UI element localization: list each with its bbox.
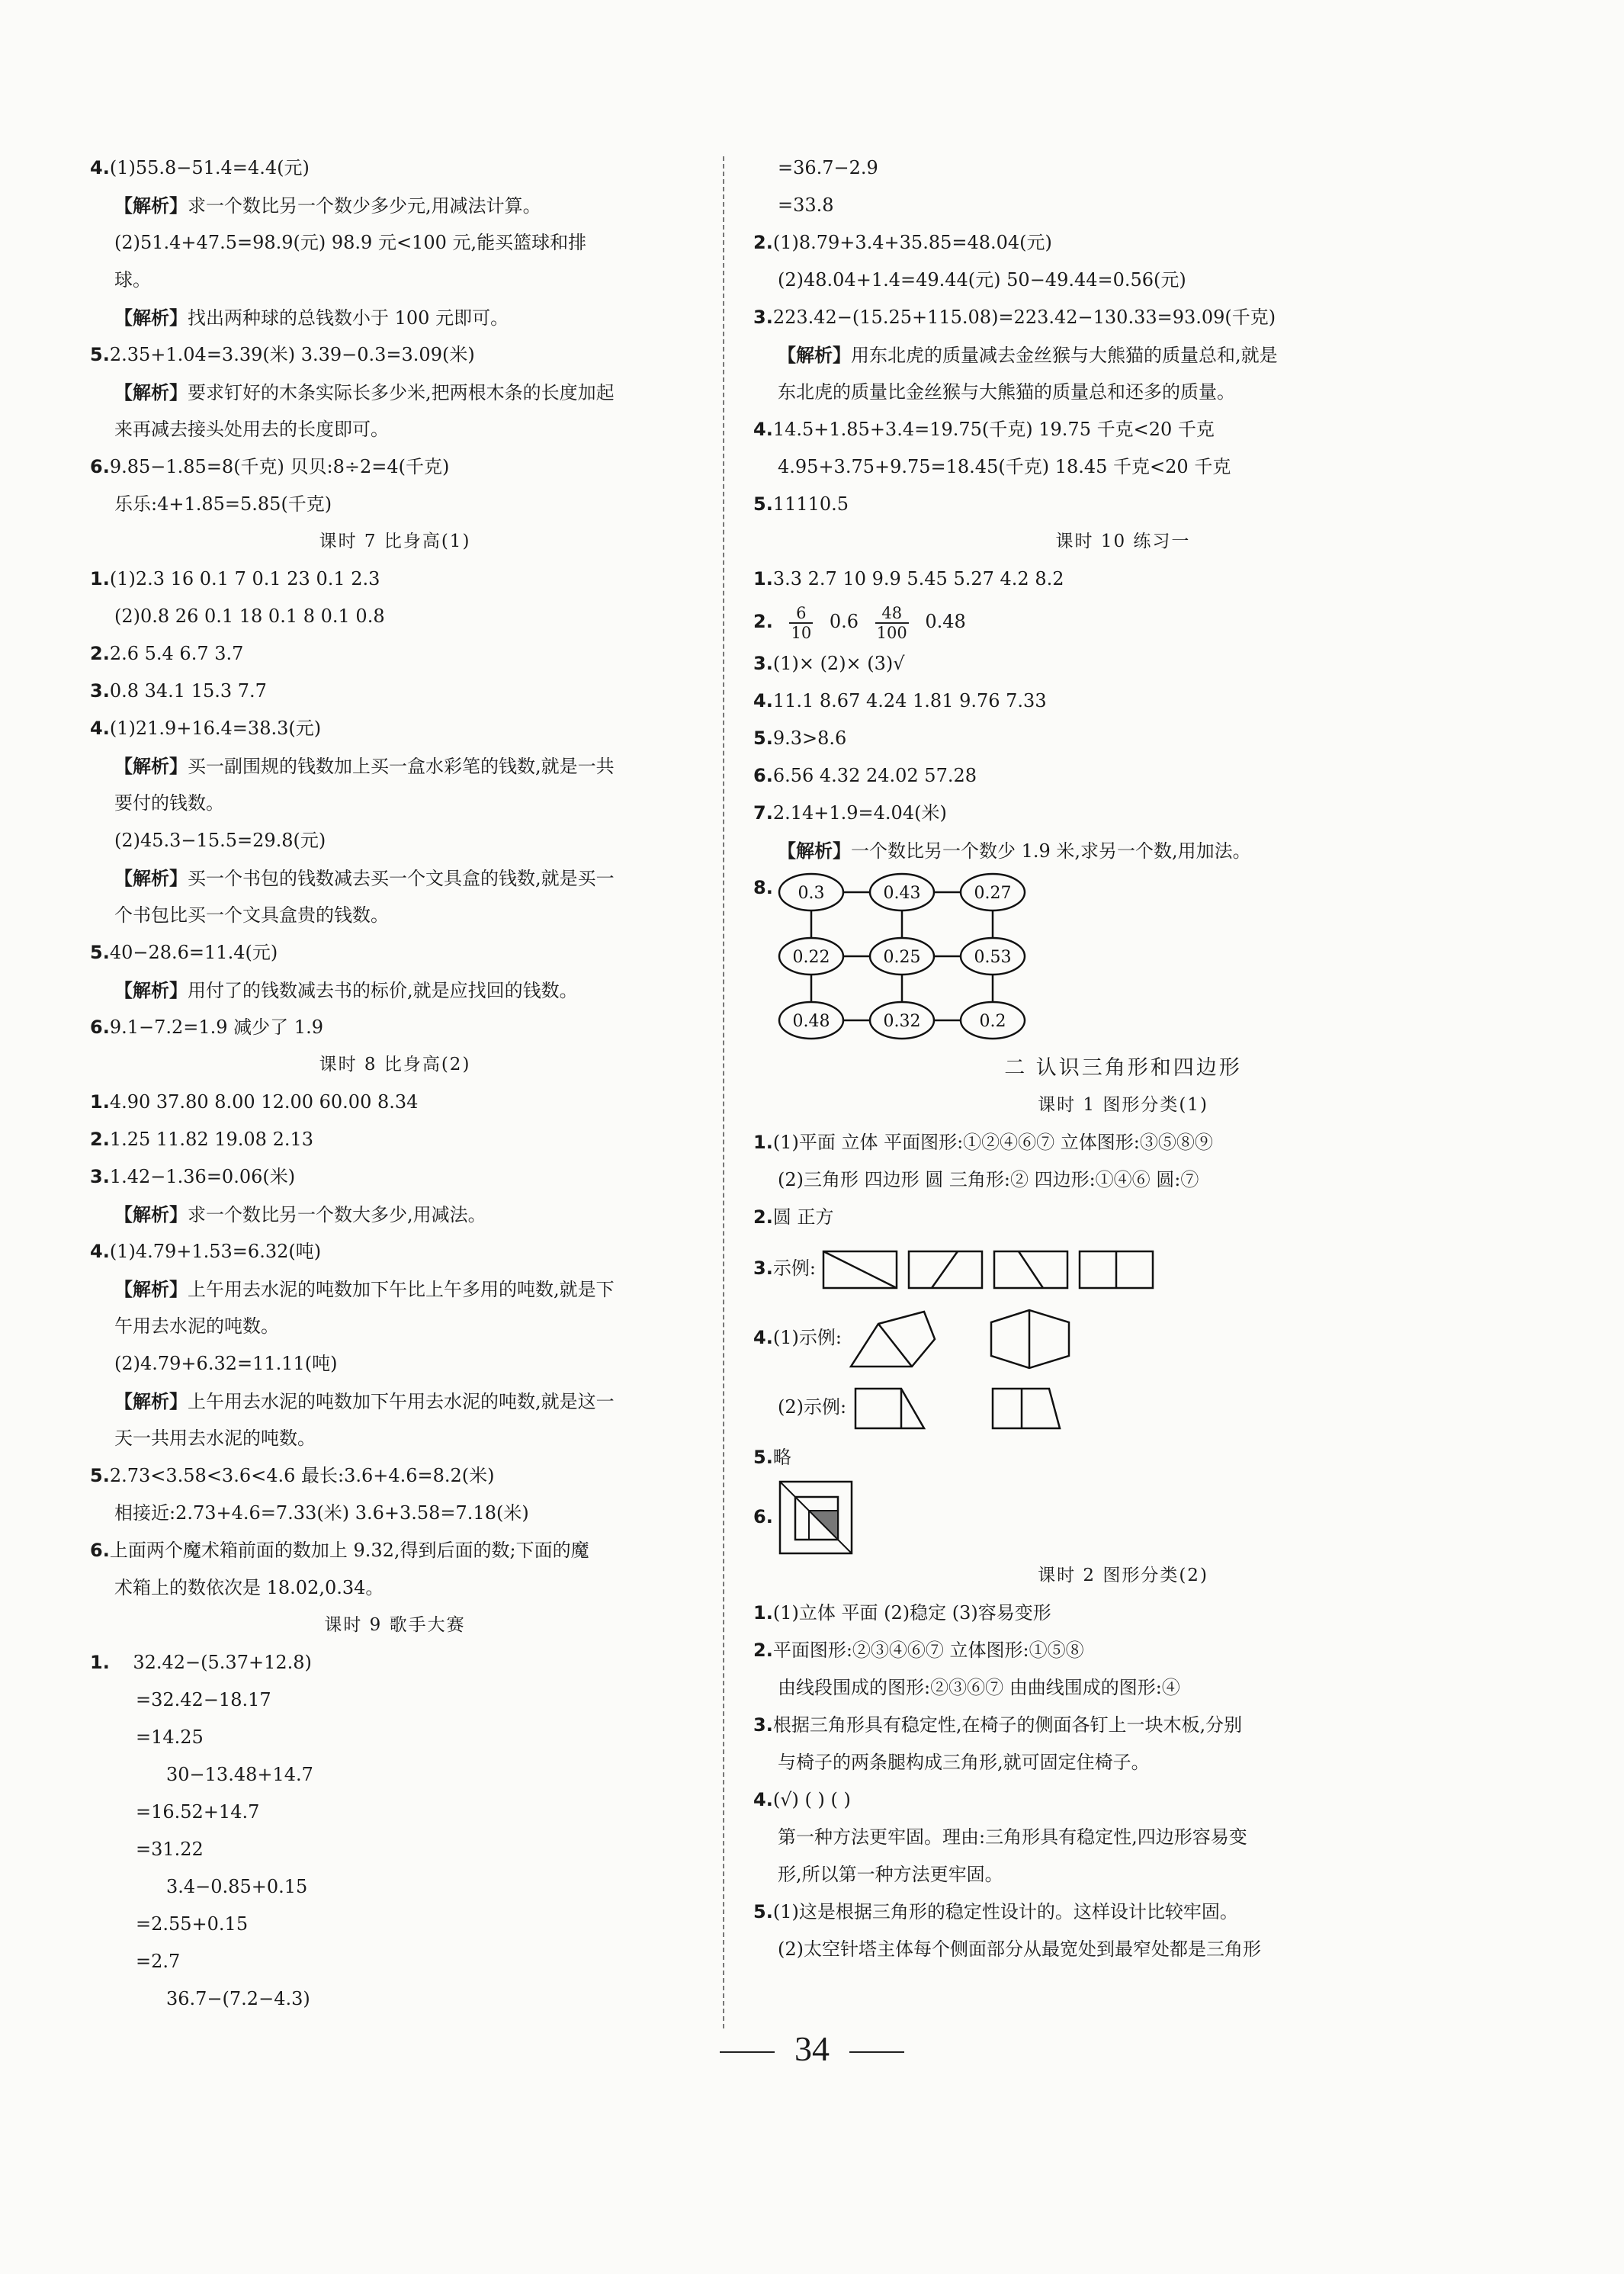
right-column xyxy=(753,149,1493,1968)
calc-step: =16.52+14.7 xyxy=(136,1801,260,1823)
answer-line: 4.11.1 8.67 4.24 1.81 9.76 7.33 xyxy=(753,690,1047,711)
answer-line: 3.示例: xyxy=(753,1236,1493,1300)
analysis-line: 来再减去接头处用去的长度即可。 xyxy=(114,419,389,440)
answer-line: 3.根据三角形具有稳定性,在椅子的侧面各钉上一块木板,分别 xyxy=(753,1714,1243,1736)
analysis-line: 【解析】上午用去水泥的吨数加下午用去水泥的吨数,就是这一 xyxy=(114,1390,615,1412)
calc-step: =36.7−2.9 xyxy=(778,157,878,178)
lesson-heading: 课时 10 练习一 xyxy=(1055,532,1191,551)
answer-line: 5.2.35+1.04=3.39(米) 3.39−0.3=3.09(米) xyxy=(90,344,475,365)
answer-line: (2)太空针塔主体每个侧面部分从最宽处到最窄处都是三角形 xyxy=(778,1938,1261,1960)
calc-step: =2.7 xyxy=(136,1951,181,1972)
answer-line: 1.3.3 2.7 10 9.9 5.45 5.27 4.2 8.2 xyxy=(753,568,1064,589)
answer-line: 5.9.3>8.6 xyxy=(753,727,847,749)
answer-line: 4.(1)示例: xyxy=(753,1300,1493,1375)
answer-line: 6. xyxy=(753,1476,1493,1557)
analysis-line: 个书包比买一个文具盒贵的钱数。 xyxy=(114,904,389,926)
analysis-line: 东北虎的质量比金丝猴与大熊猫的质量总和还多的质量。 xyxy=(778,381,1235,403)
shape-examples-2 xyxy=(852,1386,1096,1431)
analysis-line: 要付的钱数。 xyxy=(114,792,224,814)
nested-square-figure xyxy=(778,1480,855,1556)
answer-line: 2.平面图形:②③④⑥⑦ 立体图形:①⑤⑧ xyxy=(753,1640,1084,1661)
grid-value: 0.53 xyxy=(974,948,1012,967)
answer-line: 形,所以第一种方法更牢固。 xyxy=(778,1864,1003,1885)
analysis-line: 【解析】用东北虎的质量减去金丝猴与大熊猫的质量总和,就是 xyxy=(778,344,1278,366)
answer-line: 2. $\frac{6}{10}$ 0.6 $\frac{48}{100}$ 0.48 xyxy=(753,603,966,642)
analysis-line: 【解析】要求钉好的木条实际长多少米,把两根木条的长度加起 xyxy=(114,381,615,403)
grid-value: 0.25 xyxy=(883,948,921,967)
answer-line: 由线段围成的图形:②③⑥⑦ 由曲线围成的图形:④ xyxy=(778,1677,1180,1698)
answer-line: (2)示例: xyxy=(753,1375,1493,1439)
answer-line: 6.9.85−1.85=8(千克) 贝贝:8÷2=4(千克) xyxy=(90,456,450,477)
shape-examples-1 xyxy=(848,1307,1092,1371)
answer-line: 2.圆 正方 xyxy=(753,1206,834,1228)
answer-line: 4.(√) ( ) ( ) xyxy=(753,1789,851,1810)
answer-line: (2)4.79+6.32=11.11(吨) xyxy=(114,1353,338,1374)
answer-line: 5.2.73<3.58<3.6<4.6 最长:3.6+4.6=8.2(米) xyxy=(90,1465,495,1486)
lesson-heading: 课时 2 图形分类(2) xyxy=(1038,1566,1208,1585)
ellipse-grid-question: 8. 0.3 0.43 0.27 0.22 0.25 0.53 0.48 0.32 0.2 xyxy=(753,869,1493,1049)
dash-right xyxy=(849,2051,904,2053)
calc-step: 30−13.48+14.7 xyxy=(166,1764,313,1785)
answer-line: 2.2.6 5.4 6.7 3.7 xyxy=(90,643,244,664)
answer-line: 4.(1)21.9+16.4=38.3(元) xyxy=(90,718,322,739)
answer-line: 3.0.8 34.1 15.3 7.7 xyxy=(90,680,267,702)
calc-step: 36.7−(7.2−4.3) xyxy=(166,1988,310,2009)
answer-line: 乐乐:4+1.85=5.85(千克) xyxy=(114,493,332,515)
grid-value: 0.32 xyxy=(883,1012,921,1031)
answer-line: (2)48.04+1.4=49.44(元) 50−49.44=0.56(元) xyxy=(778,269,1186,291)
answer-line: (2)三角形 四边形 圆 三角形:② 四边形:①④⑥ 圆:⑦ xyxy=(778,1169,1199,1190)
answer-line: 相接近:2.73+4.6=7.33(米) 3.6+3.58=7.18(米) xyxy=(114,1502,529,1524)
answer-line: 4.(1)4.79+1.53=6.32(吨) xyxy=(90,1241,322,1262)
calc-step: =33.8 xyxy=(778,194,834,216)
answer-line: 1.4.90 37.80 8.00 12.00 60.00 8.34 xyxy=(90,1091,419,1113)
grid-value: 0.22 xyxy=(792,948,830,967)
analysis-line: 午用去水泥的吨数。 xyxy=(114,1315,279,1337)
rectangle-division-examples xyxy=(822,1248,1165,1291)
analysis-line: 【解析】上午用去水泥的吨数加下午比上午多用的吨数,就是下 xyxy=(114,1278,615,1300)
calc-step: =14.25 xyxy=(136,1726,204,1748)
calc-step: =2.55+0.15 xyxy=(136,1913,249,1935)
answer-line: 4.14.5+1.85+3.4=19.75(千克) 19.75 千克<20 千克 xyxy=(753,419,1215,440)
analysis-line: 【解析】一个数比另一个数少 1.9 米,求另一个数,用加法。 xyxy=(778,840,1251,862)
answer-line: 1.(1)平面 立体 平面图形:①②④⑥⑦ 立体图形:③⑤⑧⑨ xyxy=(753,1132,1213,1153)
lesson-heading: 课时 1 图形分类(1) xyxy=(1038,1095,1208,1115)
grid-value: 0.27 xyxy=(974,884,1012,903)
answer-line: 与椅子的两条腿构成三角形,就可固定住椅子。 xyxy=(778,1752,1150,1773)
answer-line: 3.(1)× (2)× (3)√ xyxy=(753,653,905,674)
analysis-line: 【解析】买一副围规的钱数加上买一盒水彩笔的钱数,就是一共 xyxy=(114,755,615,777)
analysis-line: 【解析】求一个数比另一个数少多少元,用减法计算。 xyxy=(114,194,541,217)
analysis-line: 【解析】求一个数比另一个数大多少,用减法。 xyxy=(114,1203,486,1225)
page-number: 34 xyxy=(0,2028,1624,2069)
answer-line: 5.略 xyxy=(753,1447,791,1468)
grid-value: 0.2 xyxy=(979,1012,1006,1031)
analysis-line: 【解析】找出两种球的总钱数小于 100 元即可。 xyxy=(114,307,509,329)
ellipse-grid xyxy=(776,872,1058,1048)
answer-line: 4.(1)55.8−51.4=4.4(元) xyxy=(90,157,310,178)
calc-step: =31.22 xyxy=(136,1839,204,1860)
unit-heading: 二 认识三角形和四边形 xyxy=(1004,1056,1242,1080)
answer-line: (2)51.4+47.5=98.9(元) 98.9 元<100 元,能买篮球和排 xyxy=(114,232,587,253)
lesson-heading: 课时 9 歌手大赛 xyxy=(324,1615,466,1635)
answer-line: 4.95+3.75+9.75=18.45(千克) 18.45 千克<20 千克 xyxy=(778,456,1231,477)
left-column xyxy=(90,149,700,2018)
grid-value: 0.48 xyxy=(792,1012,830,1031)
answer-line: 2.1.25 11.82 19.08 2.13 xyxy=(90,1129,314,1150)
fraction: $\frac{48}{100}$ xyxy=(876,603,907,642)
answer-line: 1. 32.42−(5.37+12.8) xyxy=(90,1652,312,1673)
answer-line: 6.9.1−7.2=1.9 减少了 1.9 xyxy=(90,1017,323,1038)
answer-line: (2)0.8 26 0.1 18 0.1 8 0.1 0.8 xyxy=(114,605,385,627)
answer-line: 1.(1)立体 平面 (2)稳定 (3)容易变形 xyxy=(753,1602,1051,1624)
answer-line: 5.(1)这是根据三角形的稳定性设计的。这样设计比较牢固。 xyxy=(753,1901,1238,1922)
grid-value: 0.3 xyxy=(798,884,825,903)
grid-value: 0.43 xyxy=(883,884,921,903)
answer-line: 6.上面两个魔术箱前面的数加上 9.32,得到后面的数;下面的魔 xyxy=(90,1540,589,1561)
answer-line: 2.(1)8.79+3.4+35.85=48.04(元) xyxy=(753,232,1052,253)
answer-line: 5.40−28.6=11.4(元) xyxy=(90,942,278,963)
answer-line: 7.2.14+1.9=4.04(米) xyxy=(753,802,947,824)
answer-line: 6.6.56 4.32 24.02 57.28 xyxy=(753,765,977,786)
answer-line: 3.223.42−(15.25+115.08)=223.42−130.33=93.09(千克) xyxy=(753,307,1276,328)
answer-line: 5.11110.5 xyxy=(753,493,849,515)
analysis-line: 【解析】买一个书包的钱数减去买一个文具盒的钱数,就是买一 xyxy=(114,867,615,889)
answer-line: (2)45.3−15.5=29.8(元) xyxy=(114,830,326,851)
dash-left xyxy=(720,2051,775,2053)
lesson-heading: 课时 8 比身高(2) xyxy=(319,1055,471,1074)
calc-step: 3.4−0.85+0.15 xyxy=(166,1876,308,1897)
fraction: $\frac{6}{10}$ xyxy=(791,603,812,642)
answer-line: 1.(1)2.3 16 0.1 7 0.1 23 0.1 2.3 xyxy=(90,568,380,589)
answer-line: 3.1.42−1.36=0.06(米) xyxy=(90,1166,296,1187)
answer-line: 术箱上的数依次是 18.02,0.34。 xyxy=(114,1577,384,1598)
analysis-line: 天一共用去水泥的吨数。 xyxy=(114,1428,316,1449)
answer-line: 球。 xyxy=(114,269,151,291)
column-divider xyxy=(723,156,724,2028)
calc-step: =32.42−18.17 xyxy=(136,1689,271,1710)
answer-line: 第一种方法更牢固。理由:三角形具有稳定性,四边形容易变 xyxy=(778,1826,1247,1848)
analysis-line: 【解析】用付了的钱数减去书的标价,就是应找回的钱数。 xyxy=(114,979,578,1001)
lesson-heading: 课时 7 比身高(1) xyxy=(319,532,471,551)
